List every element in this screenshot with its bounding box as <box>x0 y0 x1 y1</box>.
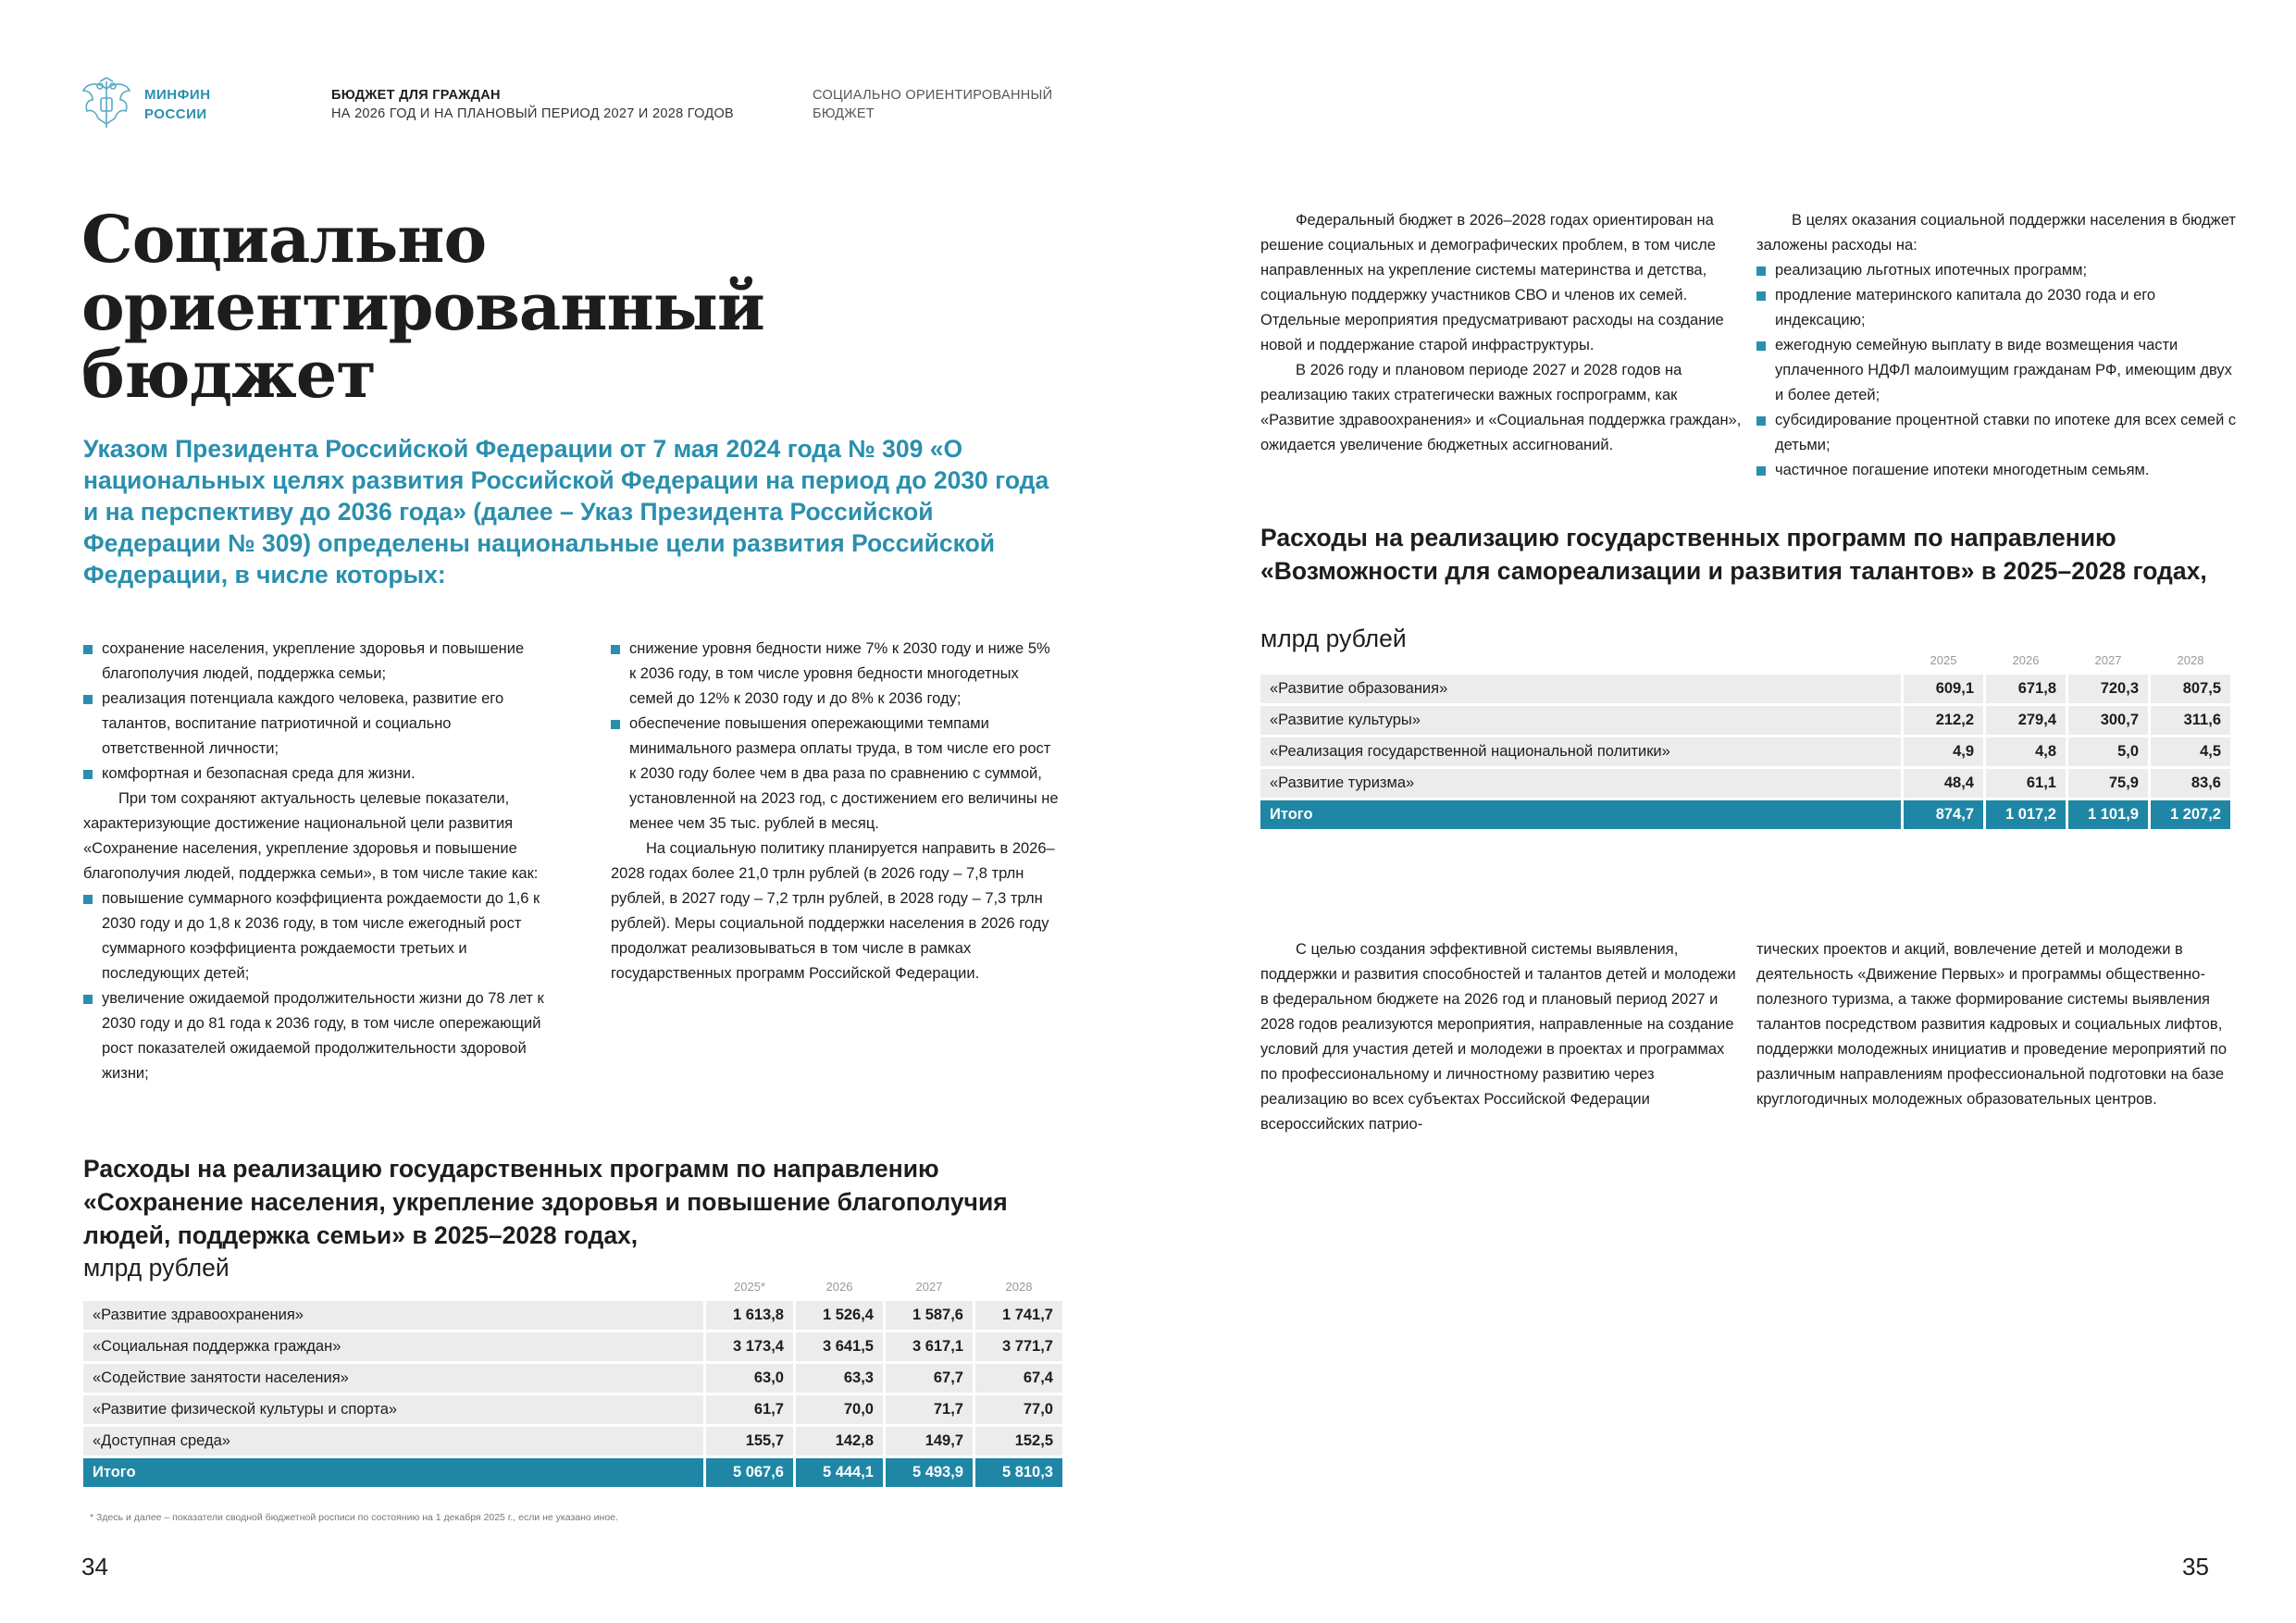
table-total-row: Итого 874,7 1 017,2 1 101,9 1 207,2 <box>1260 800 2230 829</box>
org-name: МИНФИН РОССИИ <box>144 87 211 122</box>
year-header: 2027 <box>915 1279 943 1294</box>
year-header: 2027 <box>2094 652 2122 667</box>
left-column-2 <box>611 637 1061 986</box>
table1 <box>81 1271 1065 1490</box>
list-item: реализация потенциала каждого человека, развитие его талантов, воспитание патриотичной и социально ответственной личности; <box>83 687 548 762</box>
table-row: «Развитие физической культуры и спорта» 61,7 70,0 71,7 77,0 <box>83 1395 1062 1424</box>
document-header: БЮДЖЕТ ДЛЯ ГРАЖДАН НА 2026 ГОД И НА ПЛАНОВЫЙ ПЕРИОД 2027 И 2028 ГОДОВ <box>331 88 735 121</box>
year-header: 2026 <box>2012 652 2040 667</box>
list-item: повышение суммарного коэффициента рождаемости до 1,6 к 2030 году и до 1,8 к 2036 году, в том числе ежегодный рост суммарного коэффициента рождаемости третьих и последующих детей; <box>83 886 548 986</box>
left-column-1 <box>83 637 548 1086</box>
table-row: «Содействие занятости населения» 63,0 63,3 67,7 67,4 <box>83 1364 1062 1393</box>
list-item: реализацию льготных ипотечных программ; <box>1756 258 2240 283</box>
list-item: продление материнского капитала до 2030 года и его индексацию; <box>1756 283 2240 333</box>
page-number-left: 34 <box>81 1553 108 1580</box>
list-item: увеличение ожидаемой продолжительности жизни до 78 лет к 2030 году и до 81 года к 2036 году, в том числе опережающий рост показателей ожидаемой продолжительности здоровой жизни; <box>83 986 548 1086</box>
paragraph: С целью создания эффективной системы выявления, поддержки и развития способностей и талантов детей и молодежи в федеральном бюджете на 2026 год и плановый период 2027 и 2028 годов реализуются мероприятия, направленные на создание условий для участия детей и молодежи в проектах и программах по профессиональному и личностному развитию через реализацию во всех субъектах Российской Федерации всероссийских патрио- <box>1260 941 1736 1133</box>
year-header: 2025 <box>1930 652 1957 667</box>
table-total-row: Итого 5 067,6 5 444,1 5 493,9 5 810,3 <box>83 1458 1062 1487</box>
right-column-2 <box>1756 208 2240 483</box>
table-row: «Развитие здравоохранения» 1 613,8 1 526,4 1 587,6 1 741,7 <box>83 1301 1062 1330</box>
table-row: «Социальная поддержка граждан» 3 173,4 3 641,5 3 617,1 3 771,7 <box>83 1332 1062 1361</box>
table2-title: Расходы на реализацию государственных программ по направлению «Возможности для самореализации и развития талантов» в 2025–2028 годах, <box>1260 524 2207 585</box>
paragraph: Федеральный бюджет в 2026–2028 годах ориентирован на решение социальных и демографических проблем, в том числе направленных на укрепление системы материнства и детства, социальную поддержку участников СВО и членов их семей. Отдельные мероприятия предусматривают расходы на создание новой и поддержание старой инфраструктуры. <box>1260 212 1724 353</box>
paragraph: При том сохраняют актуальность целевые показатели, характеризующие достижение национальной цели развития «Сохранение населения, укрепление здоровья и повышение благополучия людей, поддержка семьи», в том числе такие как: <box>83 790 539 882</box>
right-column-3 <box>1260 937 1742 1137</box>
list-item: комфортная и безопасная среда для жизни. <box>83 762 548 787</box>
page-title: Социально ориентированный бюджет <box>81 201 764 413</box>
list-item: обеспечение повышения опережающими темпами минимального размера оплаты труда, в том числе его рост к 2030 году более чем в два раза по сравнению с суммой, установленной на 2023 год, с достижением его величины не менее чем 35 тыс. рублей в месяц. <box>611 712 1061 836</box>
paragraph: В 2026 году и плановом периоде 2027 и 2028 годов на реализацию таких стратегически важных госпрограмм, как «Развитие здравоохранения» и «Социальная поддержка граждан», ожидается увеличение бюджетных ассигнований. <box>1260 362 1742 453</box>
page-number-right: 35 <box>2182 1553 2209 1580</box>
table-row: «Доступная среда» 155,7 142,8 149,7 152,5 <box>83 1427 1062 1456</box>
paragraph: В целях оказания социальной поддержки населения в бюджет заложены расходы на: <box>1756 212 2236 254</box>
paragraph: тических проектов и акций, вовлечение детей и молодежи в деятельность «Движение Первых» и программы общественно-полезного туризма, а также формирование системы выявления талантов посредством развития кадровых и социальных лифтов, поддержки молодежных инициатив и проведение мероприятий по различным направлениям профессиональной подготовки на базе круглогодичных молодежных образовательных центров. <box>1756 941 2228 1108</box>
table2-unit: млрд рублей <box>1260 625 1407 652</box>
table2 <box>1258 645 2233 832</box>
list-item: частичное погашение ипотеки многодетным семьям. <box>1756 458 2240 483</box>
table1-title: Расходы на реализацию государственных программ по направлению «Сохранение населения, укрепление здоровья и повышение благополучия людей, поддержка семьи» в 2025–2028 годах, <box>83 1155 1008 1249</box>
table1-unit: млрд рублей <box>83 1254 230 1282</box>
table-row: «Развитие образования» 609,1 671,8 720,3 807,5 <box>1260 675 2230 703</box>
footnote: * Здесь и далее – показатели сводной бюджетной росписи по состоянию на 1 декабря 2025 г., если не указано иное. <box>90 1512 618 1523</box>
year-header: 2025* <box>734 1279 765 1294</box>
list-item: сохранение населения, укрепление здоровья и повышение благополучия людей, поддержка семьи; <box>83 637 548 687</box>
list-item: ежегодную семейную выплату в виде возмещения части уплаченного НДФЛ малоимущим гражданам РФ, имеющим двух и более детей; <box>1756 333 2240 408</box>
year-header: 2028 <box>1005 1279 1033 1294</box>
right-column-1 <box>1260 208 1742 458</box>
table-row: «Развитие туризма» 48,4 61,1 75,9 83,6 <box>1260 769 2230 798</box>
table-row: «Развитие культуры» 212,2 279,4 300,7 311,6 <box>1260 706 2230 735</box>
list-item: субсидирование процентной ставки по ипотеке для всех семей с детьми; <box>1756 408 2240 458</box>
paragraph: На социальную политику планируется направить в 2026–2028 годах более 21,0 трлн рублей (в 2026 году – 7,8 трлн рублей, в 2027 году – 7,2 трлн рублей, в 2028 году – 7,3 трлн рублей). Меры социальной поддержки населения в 2026 году продолжат реализовываться в том числе в рамках государственных программ Российской Федерации. <box>611 840 1055 982</box>
list-item: снижение уровня бедности ниже 7% к 2030 году и ниже 5% к 2036 году, в том числе уровня бедности многодетных семей до 12% к 2030 году и до 8% к 2036 году; <box>611 637 1061 712</box>
table-row: «Реализация государственной национальной политики» 4,9 4,8 5,0 4,5 <box>1260 737 2230 766</box>
year-header: 2026 <box>825 1279 853 1294</box>
coat-of-arms-icon <box>80 76 133 133</box>
lead-paragraph: Указом Президента Российской Федерации от 7 мая 2024 года № 309 «О национальных целях развития Российской Федерации на период до 2030 года и на перспективу до 2036 года» (далее – Указ Президента Российской Федерации № 309) определены национальные цели развития Российской Федерации, в числе которых: <box>83 435 1049 588</box>
year-header: 2028 <box>2177 652 2204 667</box>
right-column-4 <box>1756 937 2240 1112</box>
section-header: СОЦИАЛЬНО ОРИЕНТИРОВАННЫЙ БЮДЖЕТ <box>813 88 1053 121</box>
